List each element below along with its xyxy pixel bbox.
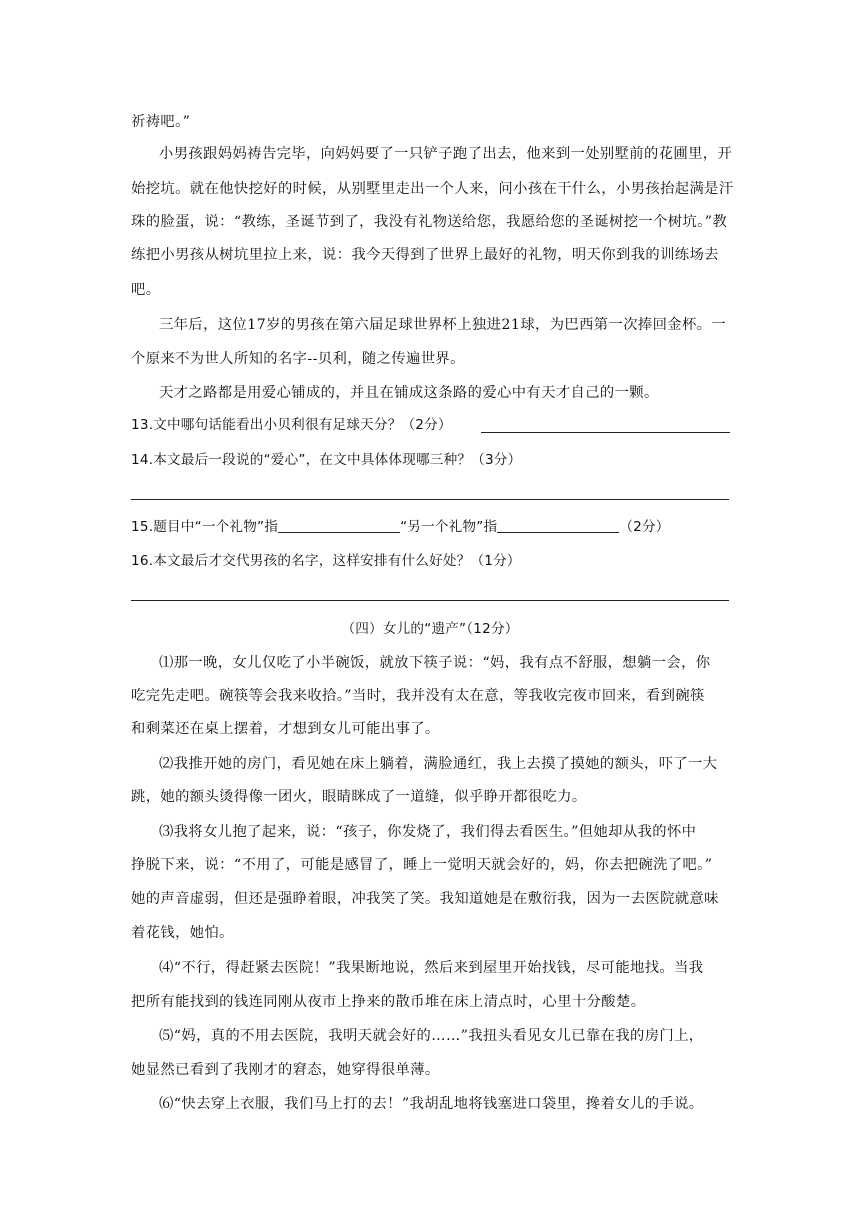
passage-line: 祈祷吧。”	[131, 114, 191, 130]
section-four-line: 她的声音虚弱，但还是强睁着眼，冲我笑了笑。我知道她是在敷衍我，因为一去医院就意味	[131, 891, 719, 907]
answer-blank-15b	[497, 518, 619, 533]
section-four-line: ⑸“妈，真的不用去医院，我明天就会好的……”我扭头看见女儿已靠在我的房门上，	[159, 1028, 704, 1044]
passage-line: 珠的脸蛋，说：“教练，圣诞节到了，我没有礼物送给您，我愿给您的圣诞树挖一个树坑。”教	[131, 214, 728, 230]
question-16: 16.本文最后才交代男孩的名字，这样安排有什么好处？（1分）	[131, 553, 521, 569]
passage-line: 天才之路都是用爱心铺成的，并且在铺成这条路的爱心中有天才自己的一颗。	[159, 385, 659, 401]
section-four-line: ⑷“不行，得赶紧去医院！”我果断地说，然后来到屋里开始找钱，尽可能地找。当我	[159, 960, 704, 976]
question-14: 14.本文最后一段说的“爱心”，在文中具体体现哪三种？（3分）	[131, 452, 522, 468]
section-four-line: 和剩菜还在桌上摆着，才想到女儿可能出事了。	[131, 721, 440, 737]
section-four-line: 她显然已看到了我刚才的窘态，她穿得很单薄。	[131, 1062, 440, 1078]
section-four-line: ⑴那一晚，女儿仅吃了小半碗饭，就放下筷子说：“妈，我有点不舒服，想躺一会，你	[159, 655, 711, 671]
answer-line-13	[481, 432, 730, 433]
section-four-line: ⑵我推开她的房门，看见她在床上躺着，满脸通红，我上去摸了摸她的额头，吓了一大	[159, 756, 718, 772]
section-four-line: 吃完先走吧。碗筷等会我来收拾。”当时，我并没有太在意，等我收完夜市回来，看到碗筷	[131, 688, 705, 704]
question-15-part-a: 15.题目中“一个礼物”指	[131, 519, 279, 535]
passage-line: 吧。	[131, 282, 161, 298]
section-four-line: 挣脱下来，说：“不用了，可能是感冒了，睡上一觉明天就会好的，妈，你去把碗洗了吧。”	[131, 857, 713, 873]
passage-line: 个原来不为世人所知的名字--贝利，随之传遍世界。	[131, 351, 465, 367]
question-15-points: （2分）	[619, 519, 670, 535]
answer-line-14	[131, 499, 729, 500]
question-13-text: 13.文中哪句话能看出小贝利很有足球天分？（2分）	[131, 417, 452, 433]
passage-line: 三年后，这位17岁的男孩在第六届足球世界杯上独进21球，为巴西第一次捧回金杯。一	[159, 317, 727, 333]
question-15-part-b: “另一个礼物”指	[400, 519, 498, 535]
passage-line: 练把小男孩从树坑里拉上来，说：我今天得到了世界上最好的礼物，明天你到我的训练场去	[131, 247, 719, 263]
section-four-title: （四）女儿的“遗产”（12分）	[341, 621, 519, 637]
section-four-line: 跳，她的额头烫得像一团火，眼睛眯成了一道缝，似乎睁开都很吃力。	[131, 789, 587, 805]
section-four-line: ⑹“快去穿上衣服，我们马上打的去！”我胡乱地将钱塞进口袋里，搀着女儿的手说。	[159, 1096, 704, 1112]
section-four-line: ⑶我将女儿抱了起来，说：“孩子，你发烧了，我们得去看医生。”但她却从我的怀中	[159, 824, 697, 840]
answer-blank-15a	[278, 518, 400, 533]
section-four-line: 把所有能找到的钱连同刚从夜市上挣来的散币堆在床上清点时，心里十分酸楚。	[131, 994, 646, 1010]
section-four-line: 着花钱，她怕。	[131, 925, 234, 941]
passage-line: 始挖坑。就在他快挖好的时候，从别墅里走出一个人来，问小孩在干什么，小男孩抬起满是汗	[131, 181, 734, 197]
question-15	[131, 518, 731, 536]
answer-line-16	[131, 600, 729, 601]
passage-line: 小男孩跟妈妈祷告完毕，向妈妈要了一只铲子跑了出去，他来到一处别墅前的花圃里，开	[159, 146, 733, 162]
